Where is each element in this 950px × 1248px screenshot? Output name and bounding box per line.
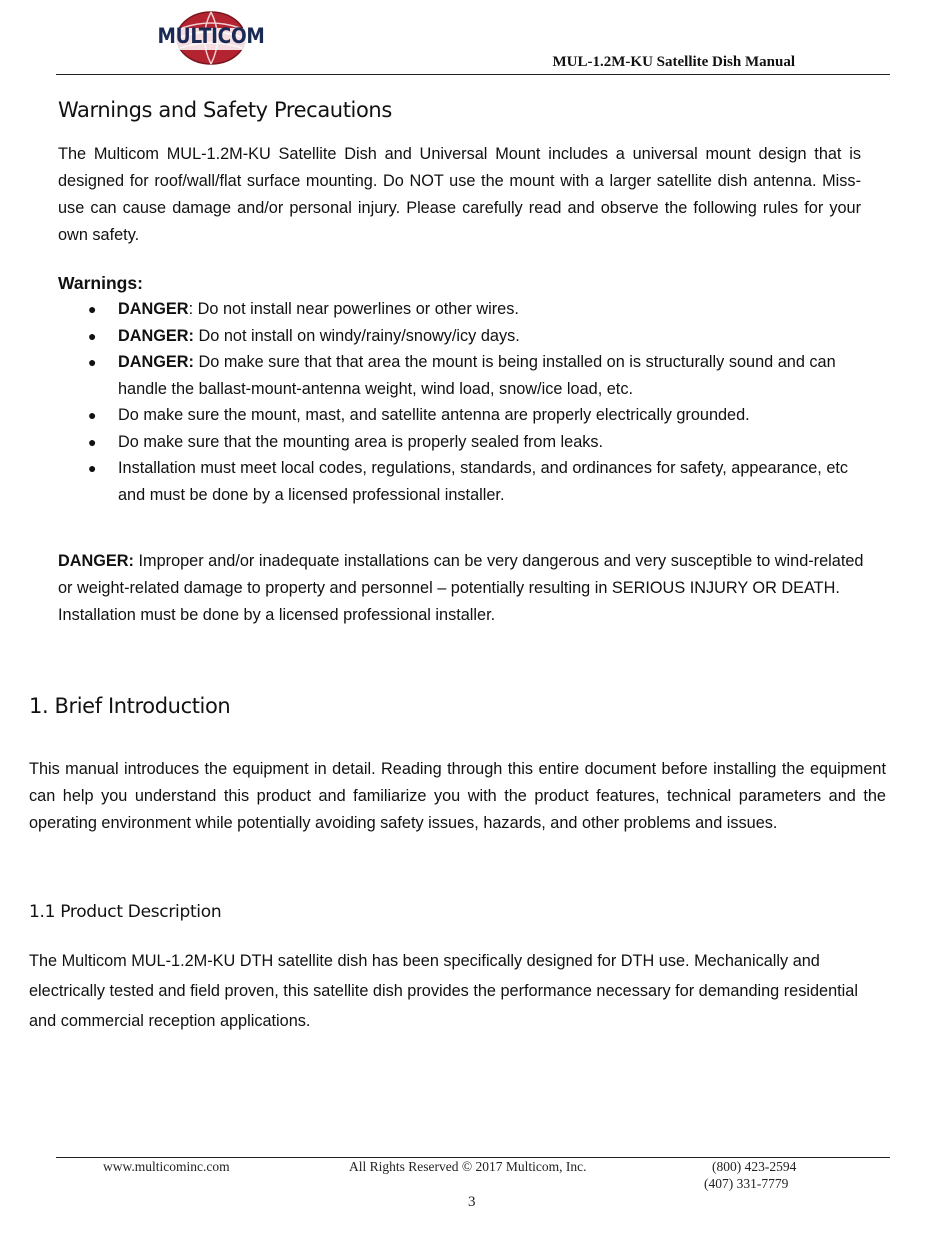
warnings-list: [88, 296, 868, 508]
list-item: ● Do make sure that the mounting area is properly sealed from leaks.: [88, 429, 868, 456]
bullet-icon: ●: [88, 354, 97, 370]
footer-website[interactable]: www.multicominc.com: [103, 1159, 230, 1174]
footer-divider: [56, 1157, 890, 1158]
list-item: ● DANGER: Do make sure that that area the mount is being installed on is structurally sound and can handle the ballast-mount-antenna weight, wind load, snow/ice load, etc.: [88, 349, 868, 402]
list-item: ● Do make sure the mount, mast, and satellite antenna are properly electrically grounded.: [88, 402, 868, 429]
bullet-icon: ●: [88, 327, 97, 344]
product-description-body: The Multicom MUL-1.2M-KU DTH satellite dish has been specifically designed for DTH use. Mechanically and electrically tested and field proven, this satellite dish provides the performance necessary for demanding residential and commercial reception applications.: [29, 952, 858, 1030]
footer-copyright: All Rights Reserved © 2017 Multicom, Inc.: [349, 1159, 587, 1174]
footer-phone-2: (407) 331-7779: [704, 1176, 789, 1191]
product-description-heading: 1.1 Product Description: [29, 902, 222, 922]
document-title: MUL-1.2M-KU Satellite Dish Manual: [552, 54, 795, 70]
warnings-intro: The Multicom MUL-1.2M-KU Satellite Dish and Universal Mount includes a universal mount design that is designed for roof/wall/flat surface mounting. Do NOT use the mount with a larger satellite dish antenna. Miss-use can cause damage and/or personal injury. Please carefully read and observe the following rules for your own safety.: [58, 145, 861, 244]
warnings-title: Warnings:: [58, 273, 143, 293]
bullet-icon: ●: [88, 407, 97, 423]
footer-phone-1: (800) 423-2594: [712, 1159, 797, 1174]
warnings-heading: Warnings and Safety Precautions: [58, 98, 392, 122]
page-number: 3: [468, 1194, 476, 1210]
danger-text: Improper and/or inadequate installations can be very dangerous and very susceptible to wind-related or weight-related damage to property and personnel – potentially resulting in SERIOUS INJURY OR DEATH. Installation must be done by a licensed professional installer.: [58, 552, 864, 624]
list-item: ● DANGER: Do not install on windy/rainy/snowy/icy days.: [88, 323, 868, 350]
bullet-icon: ●: [88, 433, 97, 450]
intro-body: This manual introduces the equipment in detail. Reading through this entire document before installing the equipment can help you understand this product and familiarize you with the product features, technical parameters and the operating environment while potentially avoiding safety issues, hazards, and other problems and issues.: [29, 760, 886, 832]
danger-notice: [58, 548, 868, 629]
multicom-logo: [150, 8, 272, 68]
logo-wordmark: MULTICOM: [157, 24, 265, 49]
list-item: ● Installation must meet local codes, regulations, standards, and ordinances for safety, appearance, etc and must be done by a licensed professional installer.: [88, 455, 868, 508]
bullet-icon: ●: [88, 460, 97, 476]
danger-label: DANGER:: [58, 552, 134, 570]
intro-heading: 1. Brief Introduction: [29, 694, 231, 718]
list-item: ● DANGER: Do not install near powerlines or other wires.: [88, 296, 868, 323]
bullet-icon: ●: [88, 301, 97, 317]
header-divider: [56, 74, 890, 75]
